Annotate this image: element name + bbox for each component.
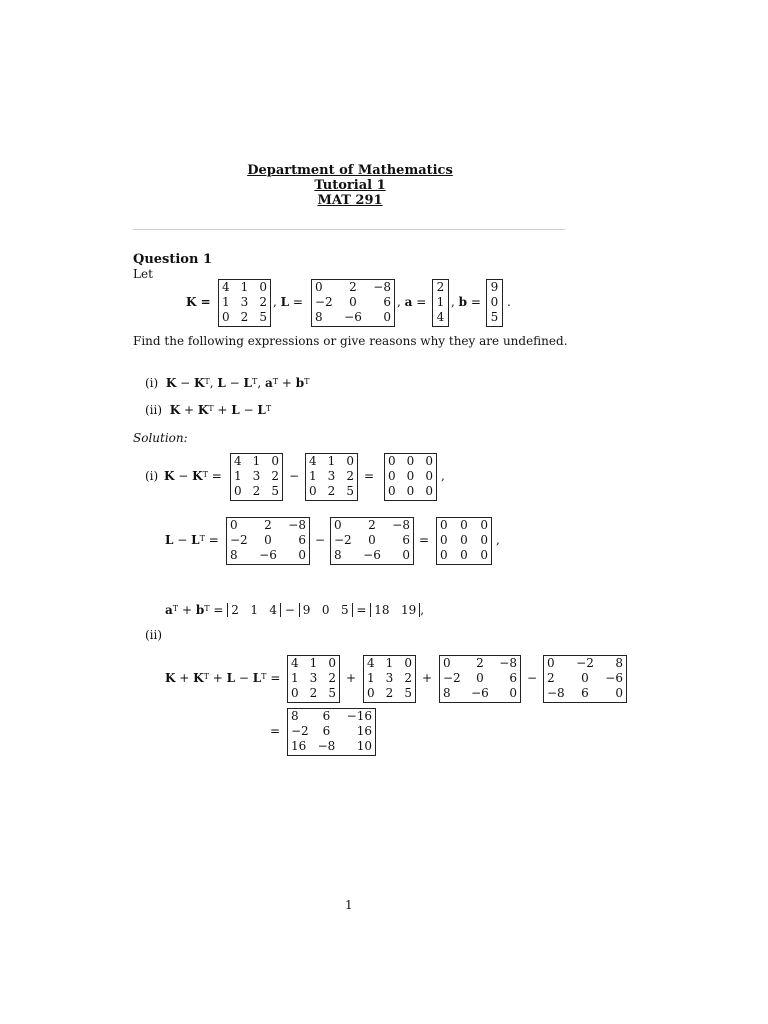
matrix-cell: −8 bbox=[392, 518, 410, 532]
matrix-cell: 0 bbox=[480, 533, 488, 547]
matrix-cell: 2 bbox=[436, 280, 445, 294]
matrix-cell: 0 bbox=[298, 548, 306, 562]
matrix-cell: 0 bbox=[406, 469, 415, 483]
matrix-cell: 1 bbox=[234, 469, 242, 483]
matrix-cell: 16 bbox=[291, 739, 307, 753]
matrix-cell: 2 bbox=[346, 469, 354, 483]
matrix-cell: −8 bbox=[373, 280, 391, 294]
matrix-cell: 1 bbox=[291, 671, 299, 685]
matrix-cell: 4 bbox=[291, 656, 299, 670]
solution-part-ii-label: (ii) bbox=[145, 628, 163, 642]
row-bT: 9 0 5 bbox=[299, 603, 353, 617]
matrix-cell: 8 bbox=[291, 709, 299, 723]
matrix-cell: −8 bbox=[288, 518, 306, 532]
matrix-cell: 8 bbox=[334, 548, 342, 562]
eq-L-minus-LT-lhs: $L - L^T$ = bbox=[165, 533, 219, 547]
matrix-cell: 1 bbox=[252, 454, 261, 468]
part-ii-expression: $K + K^T + L - L^T$ bbox=[169, 403, 272, 417]
matrix-cell: 3 bbox=[252, 469, 261, 483]
matrix-cell: 0 bbox=[476, 671, 484, 685]
matrix-cell: 9 bbox=[490, 280, 499, 294]
matrix-cell: 0 bbox=[402, 548, 410, 562]
matrix-cell: 0 bbox=[443, 656, 451, 670]
header-tutorial: Tutorial 1 bbox=[314, 178, 386, 193]
matrix-ii-K bbox=[287, 655, 340, 703]
matrix-cell: 2 bbox=[349, 280, 357, 294]
row-aT: 2 1 4 bbox=[227, 603, 281, 617]
matrix-cell: 0 bbox=[315, 280, 323, 294]
matrix-cell: 5 bbox=[490, 310, 499, 324]
matrix-ii-LT bbox=[543, 655, 627, 703]
matrix-cell: 0 bbox=[425, 484, 433, 498]
matrix-cell: 5 bbox=[346, 484, 354, 498]
matrix-cell: 5 bbox=[328, 686, 336, 700]
matrix-cell: 0 bbox=[264, 533, 272, 547]
matrix-cell: 0 bbox=[581, 671, 589, 685]
page-number: 1 bbox=[345, 898, 353, 912]
matrix-cell: 0 bbox=[349, 295, 357, 309]
matrix-cell: 10 bbox=[356, 739, 372, 753]
matrix-cell: 2 bbox=[476, 656, 484, 670]
matrix-cell: 0 bbox=[490, 295, 499, 309]
eq-part-ii-lhs: $K + K^T + L - L^T$ = bbox=[165, 671, 281, 685]
matrix-cell: 6 bbox=[509, 671, 517, 685]
matrix-cell: 2 bbox=[547, 671, 555, 685]
matrix-cell: 6 bbox=[402, 533, 410, 547]
matrix-cell: 8 bbox=[615, 656, 623, 670]
matrix-cell: 0 bbox=[291, 686, 299, 700]
matrix-cell: 0 bbox=[425, 454, 433, 468]
matrix-cell: −2 bbox=[443, 671, 461, 685]
matrix-cell: 0 bbox=[309, 484, 317, 498]
matrix-cell: 6 bbox=[383, 295, 391, 309]
matrix-cell: 0 bbox=[615, 686, 623, 700]
matrix-cell: 5 bbox=[404, 686, 412, 700]
matrix-cell: 0 bbox=[404, 656, 412, 670]
vector-a bbox=[432, 279, 449, 327]
matrix-cell: −8 bbox=[317, 739, 336, 753]
matrix-cell: 0 bbox=[440, 548, 448, 562]
matrix-cell: 4 bbox=[436, 310, 445, 324]
matrix-KT-sol bbox=[305, 453, 358, 501]
matrix-cell: −8 bbox=[499, 656, 517, 670]
matrix-cell: 2 bbox=[404, 671, 412, 685]
matrix-cell: 0 bbox=[334, 518, 342, 532]
matrix-cell: 8 bbox=[315, 310, 323, 324]
matrix-K-minus-KT-result bbox=[384, 453, 437, 501]
matrix-cell: −6 bbox=[605, 671, 623, 685]
matrix-cell: 1 bbox=[327, 454, 336, 468]
matrix-cell: 4 bbox=[222, 280, 230, 294]
matrix-cell: 0 bbox=[406, 454, 415, 468]
matrix-cell: 1 bbox=[436, 295, 445, 309]
matrix-cell: 2 bbox=[264, 518, 272, 532]
matrix-cell: 0 bbox=[271, 454, 279, 468]
matrix-cell: 0 bbox=[388, 484, 396, 498]
matrix-cell: 0 bbox=[367, 686, 375, 700]
matrix-cell: 0 bbox=[234, 484, 242, 498]
solution-label: Solution: bbox=[133, 431, 188, 445]
matrix-LT-sol bbox=[330, 517, 414, 565]
matrix-cell: 2 bbox=[271, 469, 279, 483]
matrix-cell: 6 bbox=[581, 686, 589, 700]
matrix-cell: 0 bbox=[460, 518, 468, 532]
matrix-cell: 0 bbox=[328, 656, 336, 670]
matrix-cell: 0 bbox=[388, 454, 396, 468]
matrix-cell: 0 bbox=[440, 518, 448, 532]
matrix-cell: 0 bbox=[425, 469, 433, 483]
matrix-cell: 0 bbox=[509, 686, 517, 700]
matrix-cell: 3 bbox=[327, 469, 336, 483]
matrix-cell: 2 bbox=[368, 518, 376, 532]
matrix-cell: −16 bbox=[346, 709, 372, 723]
matrix-L-minus-LT-result bbox=[436, 517, 492, 565]
matrix-cell: 2 bbox=[327, 484, 336, 498]
matrix-cell: 1 bbox=[309, 656, 318, 670]
matrix-cell: 3 bbox=[240, 295, 249, 309]
matrix-cell: −2 bbox=[315, 295, 333, 309]
matrix-cell: 0 bbox=[480, 518, 488, 532]
vector-b bbox=[486, 279, 503, 327]
part-ii-label: (ii) bbox=[145, 403, 163, 417]
matrix-cell: −2 bbox=[230, 533, 248, 547]
matrix-cell: 0 bbox=[480, 548, 488, 562]
matrix-cell: 0 bbox=[259, 280, 267, 294]
question-title: Question 1 bbox=[133, 252, 213, 267]
matrix-cell: 8 bbox=[230, 548, 238, 562]
matrix-cell: 4 bbox=[367, 656, 375, 670]
matrix-cell: 0 bbox=[460, 548, 468, 562]
matrix-cell: 1 bbox=[385, 656, 394, 670]
matrix-cell: 16 bbox=[356, 724, 372, 738]
matrix-cell: 2 bbox=[385, 686, 394, 700]
matrix-cell: 2 bbox=[252, 484, 261, 498]
matrix-cell: −2 bbox=[334, 533, 352, 547]
matrix-cell: −6 bbox=[363, 548, 381, 562]
matrix-cell: −6 bbox=[259, 548, 277, 562]
matrix-L-sol bbox=[226, 517, 310, 565]
matrix-cell: 8 bbox=[443, 686, 451, 700]
matrix-cell: 0 bbox=[383, 310, 391, 324]
header-divider bbox=[133, 229, 565, 230]
eq-aT-plus-bT: $a^T + b^T = 2$ 1 4 − 9 0 5 = 18 19 , bbox=[165, 603, 425, 617]
question-instruction: Find the following expressions or give reasons why they are undefined. bbox=[133, 334, 568, 348]
row-aT-plus-bT-result: 18 19 bbox=[370, 603, 420, 617]
matrix-ii-result bbox=[287, 708, 376, 756]
question-let: Let bbox=[133, 267, 153, 281]
matrix-cell: 0 bbox=[368, 533, 376, 547]
matrix-cell: 1 bbox=[240, 280, 249, 294]
matrix-cell: 0 bbox=[222, 310, 230, 324]
matrix-K bbox=[218, 279, 271, 327]
matrix-cell: −2 bbox=[576, 656, 594, 670]
matrix-cell: 2 bbox=[240, 310, 249, 324]
header-course: MAT 291 bbox=[317, 193, 383, 208]
matrix-cell: 4 bbox=[309, 454, 317, 468]
header-department: Department of Mathematics bbox=[247, 163, 453, 178]
matrix-cell: 2 bbox=[259, 295, 267, 309]
matrix-cell: 0 bbox=[388, 469, 396, 483]
matrix-cell: 2 bbox=[309, 686, 318, 700]
matrix-cell: −6 bbox=[471, 686, 489, 700]
matrix-cell: 0 bbox=[440, 533, 448, 547]
matrix-cell: 0 bbox=[230, 518, 238, 532]
eq-K-minus-KT-lhs: $K - K^T$ = bbox=[164, 469, 222, 483]
matrix-cell: 0 bbox=[460, 533, 468, 547]
solution-part-i-label: (i) bbox=[145, 469, 159, 483]
matrix-ii-KT bbox=[363, 655, 416, 703]
matrix-cell: 5 bbox=[271, 484, 279, 498]
matrix-cell: 1 bbox=[309, 469, 317, 483]
matrix-cell: 3 bbox=[385, 671, 394, 685]
part-ii-question bbox=[145, 403, 271, 417]
matrix-cell: 3 bbox=[309, 671, 318, 685]
part-i-question bbox=[145, 376, 310, 390]
matrix-cell: 0 bbox=[346, 454, 354, 468]
part-i-label: (i) bbox=[145, 376, 159, 390]
part-i-expression: $K - K^T$, $L - L^T$, $a^T + b^T$ bbox=[165, 376, 310, 390]
matrix-cell: −6 bbox=[344, 310, 362, 324]
matrix-cell: −2 bbox=[291, 724, 309, 738]
matrix-cell: 1 bbox=[222, 295, 230, 309]
matrix-K-sol bbox=[230, 453, 283, 501]
matrix-cell: 6 bbox=[322, 724, 331, 738]
matrix-cell: 1 bbox=[367, 671, 375, 685]
matrix-cell: 0 bbox=[547, 656, 555, 670]
matrix-L bbox=[311, 279, 395, 327]
matrix-cell: 6 bbox=[322, 709, 331, 723]
matrix-cell: 0 bbox=[406, 484, 415, 498]
matrix-cell: 4 bbox=[234, 454, 242, 468]
matrix-cell: 5 bbox=[259, 310, 267, 324]
matrix-cell: 2 bbox=[328, 671, 336, 685]
matrix-cell: −8 bbox=[547, 686, 565, 700]
matrix-ii-L bbox=[439, 655, 521, 703]
matrix-cell: 6 bbox=[298, 533, 306, 547]
